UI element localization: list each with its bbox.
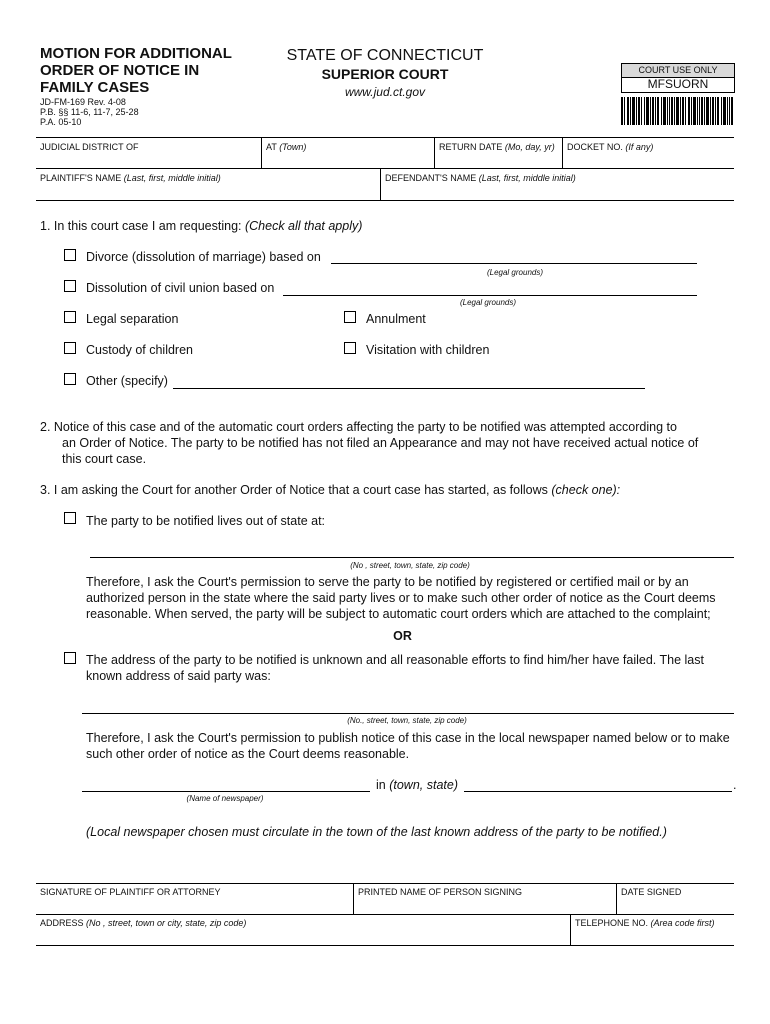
- section-1-intro-hint: (Check all that apply): [244, 219, 363, 233]
- practice-book-refs: P.B. §§ 11-6, 11-7, 25-28: [40, 107, 139, 117]
- therefore-2-line-1: Therefore, I ask the Court's permission to publish notice of this case in the local newspaper named below or to make: [86, 731, 730, 745]
- legal-separation-label: Legal separation: [86, 312, 179, 326]
- signature-grid-divider-1: [353, 883, 354, 914]
- other-specify-line[interactable]: [173, 388, 645, 389]
- legal-separation-checkbox[interactable]: [64, 311, 76, 323]
- court-use-code: MFSUORN: [621, 77, 735, 93]
- plaintiff-name-field[interactable]: [40, 173, 221, 183]
- section-1-intro: [40, 218, 362, 234]
- civil-union-grounds-hint: (Legal grounds): [459, 298, 517, 307]
- telephone-label: TELEPHONE NO.: [575, 918, 649, 928]
- court-website: www.jud.ct.gov: [344, 85, 426, 99]
- telephone-hint: (Area code first): [650, 918, 715, 928]
- defendant-name-hint: (Last, first, middle initial): [478, 173, 576, 183]
- divorce-label: Divorce (dissolution of marriage) based on: [86, 250, 321, 264]
- divorce-grounds-hint: (Legal grounds): [486, 268, 544, 277]
- town-label: AT: [266, 142, 277, 152]
- grid-line-middle: [36, 168, 734, 169]
- public-act-refs: P.A. 05-10: [40, 117, 82, 127]
- form-title-line-1: MOTION FOR ADDITIONAL: [40, 45, 232, 62]
- town-state-label: [376, 777, 458, 793]
- last-known-address-hint: (No., street, town, state, zip code): [347, 716, 467, 725]
- docket-number-hint: (If any): [625, 142, 654, 152]
- divorce-grounds-line[interactable]: [331, 263, 697, 264]
- docket-number-field[interactable]: [567, 142, 653, 152]
- address-unknown-line-1: The address of the party to be notified is unknown and all reasonable efforts to find him/her have failed. The last: [86, 653, 704, 667]
- section-2-line-1: 2. Notice of this case and of the automatic court orders affecting the party to be notified was attempted according to: [40, 420, 677, 434]
- form-references: [40, 97, 139, 127]
- return-date-field[interactable]: [439, 142, 555, 152]
- town-state-period: .: [733, 778, 737, 792]
- town-field[interactable]: [266, 142, 306, 152]
- divorce-checkbox[interactable]: [64, 249, 76, 261]
- other-checkbox[interactable]: [64, 373, 76, 385]
- plaintiff-name-label: PLAINTIFF'S NAME: [40, 173, 122, 183]
- civil-union-label: Dissolution of civil union based on: [86, 281, 275, 295]
- local-newspaper-note: (Local newspaper chosen must circulate in the town of the last known address of the party to be notified.): [86, 825, 667, 839]
- defendant-name-field[interactable]: [385, 173, 576, 183]
- address-label: ADDRESS: [40, 918, 84, 928]
- annulment-checkbox[interactable]: [344, 311, 356, 323]
- signature-field[interactable]: [40, 887, 221, 897]
- state-name: STATE OF CONNECTICUT: [286, 47, 484, 64]
- town-state-line[interactable]: [464, 791, 732, 792]
- section-2-line-2: an Order of Notice. The party to be notified has not filed an Appearance and may not have received actual notice of: [62, 436, 699, 450]
- address-unknown-line-2: known address of said party was:: [86, 669, 271, 683]
- address-hint: (No , street, town or city, state, zip code): [86, 918, 247, 928]
- docket-number-label: DOCKET NO.: [567, 142, 623, 152]
- form-number: JD-FM-169 Rev. 4-08: [40, 97, 126, 107]
- signature-label: SIGNATURE OF PLAINTIFF OR ATTORNEY: [40, 887, 221, 897]
- therefore-1-line-2: authorized person in the state where the said party lives or to make such other order of notice as the Court deems: [86, 591, 716, 605]
- in-label: in: [376, 778, 386, 792]
- judicial-district-field[interactable]: [40, 142, 139, 152]
- other-label: Other (specify): [86, 374, 168, 388]
- plaintiff-name-hint: (Last, first, middle initial): [123, 173, 221, 183]
- defendant-name-label: DEFENDANT'S NAME: [385, 173, 477, 183]
- form-title-line-3: FAMILY CASES: [40, 79, 150, 96]
- or-separator: OR: [393, 629, 412, 643]
- section-1-intro-text: 1. In this court case I am requesting:: [40, 219, 242, 233]
- date-signed-label: DATE SIGNED: [621, 887, 682, 897]
- court-name: SUPERIOR COURT: [321, 66, 449, 82]
- custody-label: Custody of children: [86, 343, 194, 357]
- last-known-address-line[interactable]: [82, 713, 734, 714]
- therefore-1-line-1: Therefore, I ask the Court's permission to serve the party to be notified by registered or certified mail or by an: [86, 575, 689, 589]
- signature-grid-middle: [36, 914, 734, 915]
- section-3-intro-hint: (check one):: [551, 483, 621, 497]
- visitation-label: Visitation with children: [366, 343, 490, 357]
- judicial-district-label: JUDICIAL DISTRICT OF: [40, 142, 139, 152]
- civil-union-grounds-line[interactable]: [283, 295, 697, 296]
- grid-line-bottom: [36, 200, 734, 201]
- date-signed-field[interactable]: [621, 887, 681, 897]
- grid-divider-2: [434, 137, 435, 168]
- newspaper-name-line[interactable]: [82, 791, 370, 792]
- section-3-intro-text: 3. I am asking the Court for another Order of Notice that a court case has started, as follows: [40, 483, 548, 497]
- visitation-checkbox[interactable]: [344, 342, 356, 354]
- return-date-label: RETURN DATE: [439, 142, 503, 152]
- out-of-state-address-line[interactable]: [90, 557, 734, 558]
- out-of-state-checkbox[interactable]: [64, 512, 76, 524]
- address-unknown-checkbox[interactable]: [64, 652, 76, 664]
- therefore-1-line-3: reasonable. When served, the party will be subject to automatic court orders which are attached to the complaint;: [86, 607, 711, 621]
- town-state-hint: (town, state): [389, 778, 458, 792]
- grid-divider-4: [380, 168, 381, 200]
- custody-checkbox[interactable]: [64, 342, 76, 354]
- printed-name-label: PRINTED NAME OF PERSON SIGNING: [358, 887, 523, 897]
- grid-divider-1: [261, 137, 262, 168]
- civil-union-checkbox[interactable]: [64, 280, 76, 292]
- annulment-label: Annulment: [366, 312, 426, 326]
- town-hint: (Town): [279, 142, 307, 152]
- out-of-state-address-hint: (No , street, town, state, zip code): [350, 561, 470, 570]
- section-3-intro: [40, 482, 620, 498]
- section-2-line-3: this court case.: [62, 452, 147, 466]
- telephone-field[interactable]: [575, 918, 715, 928]
- signature-grid-top: [36, 883, 734, 884]
- signature-grid-divider-2: [616, 883, 617, 914]
- return-date-hint: (Mo, day, yr): [504, 142, 555, 152]
- grid-divider-3: [562, 137, 563, 168]
- court-use-only-label: COURT USE ONLY: [621, 63, 735, 78]
- therefore-2-line-2: such other order of notice as the Court deems reasonable.: [86, 747, 410, 761]
- form-title-line-2: ORDER OF NOTICE IN: [40, 62, 200, 79]
- address-field[interactable]: [40, 918, 246, 928]
- barcode-icon: [621, 97, 733, 125]
- signature-grid-divider-3: [570, 914, 571, 945]
- newspaper-name-hint: (Name of newspaper): [186, 794, 264, 803]
- signature-grid-bottom: [36, 945, 734, 946]
- grid-line-top: [36, 137, 734, 138]
- printed-name-field[interactable]: [358, 887, 522, 897]
- out-of-state-label: The party to be notified lives out of state at:: [86, 514, 326, 528]
